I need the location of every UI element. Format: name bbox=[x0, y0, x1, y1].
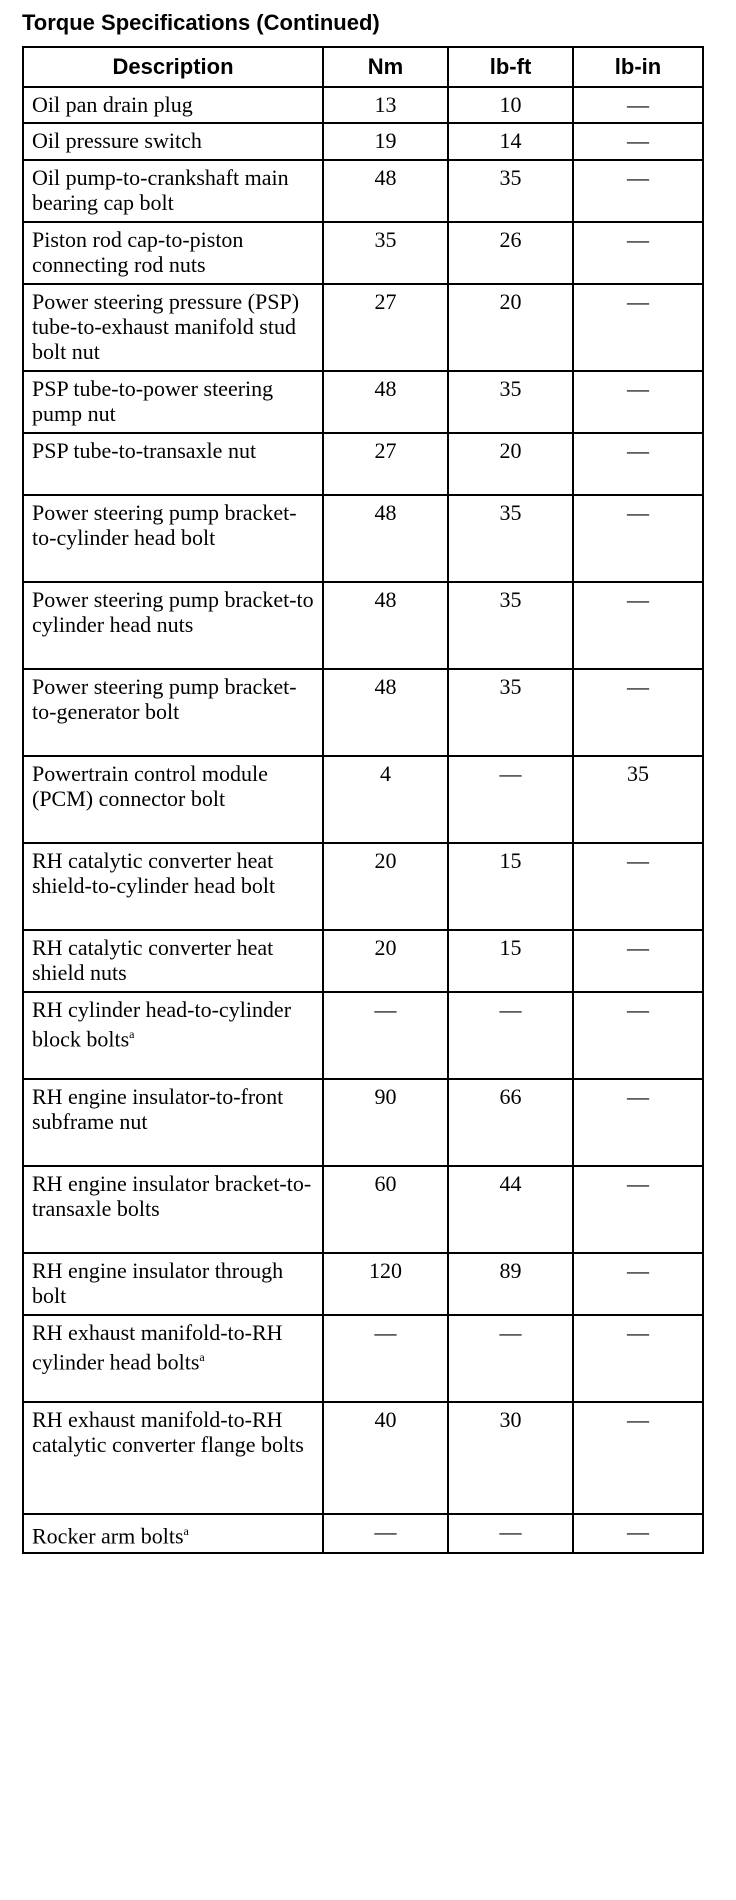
table-row bbox=[23, 1514, 703, 1553]
cell-nm: — bbox=[323, 1315, 448, 1402]
table-row bbox=[23, 222, 703, 284]
table-row bbox=[23, 495, 703, 582]
cell-nm: 48 bbox=[323, 669, 448, 756]
table-row bbox=[23, 756, 703, 843]
cell-lbin: — bbox=[573, 1402, 703, 1514]
cell-description bbox=[23, 123, 323, 160]
cell-description bbox=[23, 1253, 323, 1315]
cell-lbft: 10 bbox=[448, 87, 573, 123]
table-row bbox=[23, 582, 703, 669]
cell-lbin: 35 bbox=[573, 756, 703, 843]
torque-spec-table bbox=[22, 46, 704, 1554]
cell-nm: — bbox=[323, 992, 448, 1079]
table-row bbox=[23, 992, 703, 1079]
table-row bbox=[23, 1253, 703, 1315]
cell-lbft: — bbox=[448, 1315, 573, 1402]
cell-description bbox=[23, 843, 323, 930]
cell-lbin: — bbox=[573, 1079, 703, 1166]
footnote-marker: a bbox=[183, 1524, 189, 1538]
description-text: RH catalytic converter heat shield-to-cylinder head bolt bbox=[32, 848, 276, 898]
cell-description bbox=[23, 1402, 323, 1514]
header-description: Description bbox=[23, 47, 323, 87]
cell-description bbox=[23, 756, 323, 843]
description-text: Oil pressure switch bbox=[32, 128, 202, 153]
description-text: RH engine insulator through bolt bbox=[32, 1258, 284, 1308]
description-text: RH engine insulator-to-front subframe nut bbox=[32, 1084, 284, 1134]
cell-nm: 19 bbox=[323, 123, 448, 160]
cell-lbin: — bbox=[573, 1253, 703, 1315]
cell-lbft: 20 bbox=[448, 284, 573, 371]
footnote-marker: a bbox=[129, 1027, 135, 1041]
cell-nm: 60 bbox=[323, 1166, 448, 1253]
table-body bbox=[23, 87, 703, 1553]
cell-nm: 90 bbox=[323, 1079, 448, 1166]
header-lbft: lb-ft bbox=[448, 47, 573, 87]
cell-lbin: — bbox=[573, 222, 703, 284]
cell-nm: 48 bbox=[323, 160, 448, 222]
cell-lbft: 20 bbox=[448, 433, 573, 495]
table-row bbox=[23, 160, 703, 222]
footnote-marker: a bbox=[199, 1350, 205, 1364]
cell-description bbox=[23, 87, 323, 123]
cell-description bbox=[23, 222, 323, 284]
description-text: Powertrain control module (PCM) connector bolt bbox=[32, 761, 268, 811]
cell-nm: 20 bbox=[323, 843, 448, 930]
page-title: Torque Specifications (Continued) bbox=[22, 10, 380, 35]
description-text: Power steering pump bracket-to-cylinder head bolt bbox=[32, 500, 297, 550]
cell-lbft: 66 bbox=[448, 1079, 573, 1166]
cell-lbft: 14 bbox=[448, 123, 573, 160]
cell-lbft: — bbox=[448, 1514, 573, 1553]
cell-lbin: — bbox=[573, 160, 703, 222]
cell-description bbox=[23, 371, 323, 433]
description-text: Power steering pump bracket-to-generator bolt bbox=[32, 674, 297, 724]
table-row bbox=[23, 669, 703, 756]
cell-lbin: — bbox=[573, 992, 703, 1079]
description-text: Piston rod cap-to-piston connecting rod nuts bbox=[32, 227, 244, 277]
description-text: Power steering pressure (PSP) tube-to-exhaust manifold stud bolt nut bbox=[32, 289, 300, 364]
description-text: Oil pump-to-crankshaft main bearing cap bolt bbox=[32, 165, 289, 215]
cell-description bbox=[23, 930, 323, 992]
cell-nm: 20 bbox=[323, 930, 448, 992]
cell-nm: 120 bbox=[323, 1253, 448, 1315]
cell-lbin: — bbox=[573, 123, 703, 160]
cell-nm: 48 bbox=[323, 582, 448, 669]
cell-description bbox=[23, 160, 323, 222]
description-text: Rocker arm bolts bbox=[32, 1523, 184, 1549]
cell-lbin: — bbox=[573, 87, 703, 123]
cell-lbft: 26 bbox=[448, 222, 573, 284]
description-text: RH cylinder head-to-cylinder block bolts bbox=[32, 997, 292, 1052]
table-row bbox=[23, 1166, 703, 1253]
cell-nm: 35 bbox=[323, 222, 448, 284]
cell-lbin: — bbox=[573, 495, 703, 582]
cell-nm: — bbox=[323, 1514, 448, 1553]
table-row bbox=[23, 843, 703, 930]
table-row bbox=[23, 930, 703, 992]
cell-lbin: — bbox=[573, 582, 703, 669]
description-text: Power steering pump bracket-to cylinder head nuts bbox=[32, 587, 314, 637]
table-row bbox=[23, 1315, 703, 1402]
description-text: RH exhaust manifold-to-RH cylinder head bolts bbox=[32, 1320, 283, 1375]
cell-nm: 40 bbox=[323, 1402, 448, 1514]
cell-lbin: — bbox=[573, 843, 703, 930]
description-text: Oil pan drain plug bbox=[32, 92, 193, 117]
cell-description bbox=[23, 495, 323, 582]
cell-lbft: 35 bbox=[448, 371, 573, 433]
cell-nm: 48 bbox=[323, 495, 448, 582]
cell-lbft: 44 bbox=[448, 1166, 573, 1253]
cell-nm: 27 bbox=[323, 433, 448, 495]
description-text: PSP tube-to-power steering pump nut bbox=[32, 376, 274, 426]
description-text: RH catalytic converter heat shield nuts bbox=[32, 935, 274, 985]
cell-nm: 48 bbox=[323, 371, 448, 433]
table-row bbox=[23, 1402, 703, 1514]
cell-lbft: 30 bbox=[448, 1402, 573, 1514]
cell-lbin: — bbox=[573, 433, 703, 495]
description-text: RH engine insulator bracket-to-transaxle bolts bbox=[32, 1171, 312, 1221]
cell-lbft: 35 bbox=[448, 160, 573, 222]
cell-description bbox=[23, 1315, 323, 1402]
cell-lbft: 35 bbox=[448, 495, 573, 582]
cell-description bbox=[23, 433, 323, 495]
table-row bbox=[23, 1079, 703, 1166]
cell-description bbox=[23, 284, 323, 371]
table-row bbox=[23, 371, 703, 433]
header-lbin: lb-in bbox=[573, 47, 703, 87]
description-text: PSP tube-to-transaxle nut bbox=[32, 438, 257, 463]
cell-lbin: — bbox=[573, 1315, 703, 1402]
cell-description bbox=[23, 1166, 323, 1253]
cell-lbft: — bbox=[448, 756, 573, 843]
table-row bbox=[23, 87, 703, 123]
cell-nm: 4 bbox=[323, 756, 448, 843]
cell-lbin: — bbox=[573, 1166, 703, 1253]
cell-nm: 13 bbox=[323, 87, 448, 123]
cell-description bbox=[23, 1079, 323, 1166]
table-row bbox=[23, 123, 703, 160]
table-row bbox=[23, 284, 703, 371]
cell-lbft: 15 bbox=[448, 843, 573, 930]
cell-lbin: — bbox=[573, 930, 703, 992]
header-nm: Nm bbox=[323, 47, 448, 87]
cell-description bbox=[23, 992, 323, 1079]
table-row bbox=[23, 433, 703, 495]
cell-description bbox=[23, 582, 323, 669]
cell-description bbox=[23, 669, 323, 756]
description-text: RH exhaust manifold-to-RH catalytic converter flange bolts bbox=[32, 1407, 304, 1457]
cell-description bbox=[23, 1514, 323, 1553]
cell-lbin: — bbox=[573, 669, 703, 756]
cell-lbin: — bbox=[573, 284, 703, 371]
cell-lbft: 89 bbox=[448, 1253, 573, 1315]
cell-lbft: — bbox=[448, 992, 573, 1079]
cell-lbft: 35 bbox=[448, 582, 573, 669]
header-row bbox=[23, 47, 703, 87]
cell-lbft: 35 bbox=[448, 669, 573, 756]
cell-nm: 27 bbox=[323, 284, 448, 371]
cell-lbft: 15 bbox=[448, 930, 573, 992]
cell-lbin: — bbox=[573, 371, 703, 433]
cell-lbin: — bbox=[573, 1514, 703, 1553]
